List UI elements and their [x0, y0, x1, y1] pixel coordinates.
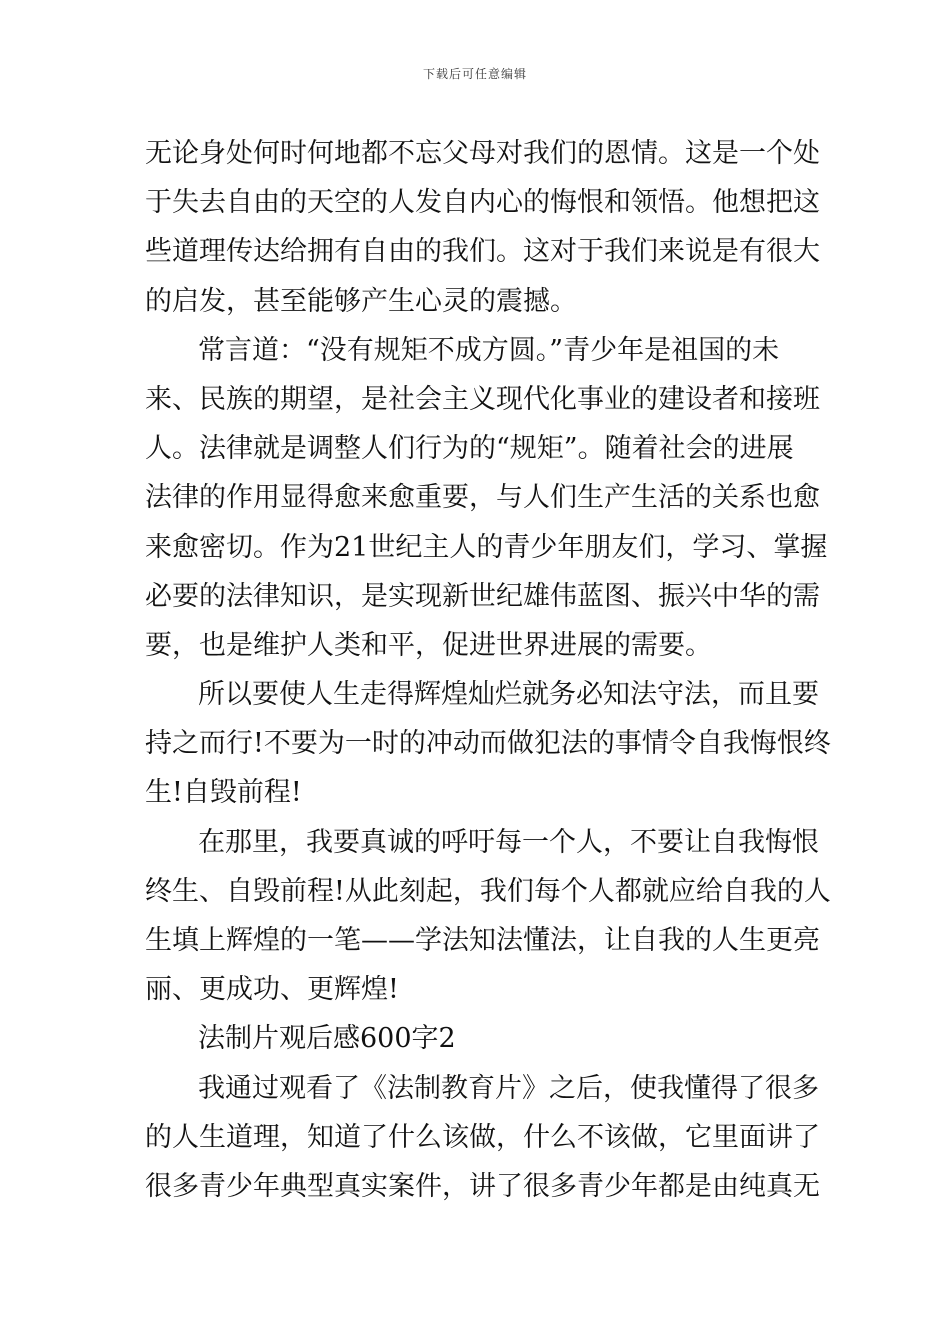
- text-line-6: 来、民族的期望，是社会主义现代化事业的建设者和接班: [145, 383, 820, 415]
- text-line-11: 要，也是维护人类和平，促进世界进展的需要。: [145, 629, 712, 661]
- text-line-15: 在那里，我要真诚的呼吁每一个人，不要让自我悔恨: [198, 826, 819, 858]
- text-line-18: 丽、更成功、更辉煌!: [145, 974, 399, 1006]
- text-line-21: 的人生道理，知道了什么该做，什么不该做，它里面讲了: [145, 1121, 820, 1153]
- page-header: 下载后可任意编辑: [422, 67, 527, 81]
- text-line-8: 法律的作用显得愈来愈重要，与人们生产生活的关系也愈: [145, 482, 820, 514]
- text-line-17: 生填上辉煌的一笔——学法知法懂法，让自我的人生更亮: [145, 925, 820, 956]
- text-line-4: 的启发，甚至能够产生心灵的震撼。: [145, 285, 577, 317]
- text-line-7: 人。法律就是调整人们行为的“规矩”。随着社会的进展: [145, 433, 794, 465]
- text-line-13: 持之而行!不要为一时的冲动而做犯法的事情令自我悔恨终: [145, 728, 831, 760]
- text-line-12: 所以要使人生走得辉煌灿烂就务必知法守法，而且要: [198, 679, 819, 711]
- text-line-5: 常言道：“没有规矩不成方圆。”青少年是祖国的未: [198, 334, 780, 366]
- section-heading: 法制片观后感600字2: [198, 1023, 456, 1055]
- text-line-10: 必要的法律知识，是实现新世纪雄伟蓝图、振兴中华的需: [145, 580, 820, 612]
- text-line-22: 很多青少年典型真实案件，讲了很多青少年都是由纯真无: [145, 1170, 820, 1202]
- text-line-3: 些道理传达给拥有自由的我们。这对于我们来说是有很大: [145, 236, 820, 268]
- text-line-1: 无论身处何时何地都不忘父母对我们的恩情。这是一个处: [145, 138, 820, 169]
- text-line-14: 生!自毁前程!: [145, 777, 302, 809]
- text-line-9: 来愈密切。作为21世纪主人的青少年朋友们，学习、掌握: [145, 531, 828, 563]
- text-line-20: 我通过观看了《法制教育片》之后，使我懂得了很多: [198, 1072, 819, 1104]
- text-line-2: 于失去自由的天空的人发自内心的悔恨和领悟。他想把这: [145, 187, 820, 219]
- body-text: [145, 129, 831, 1211]
- text-line-16: 终生、自毁前程!从此刻起，我们每个人都就应给自我的人: [145, 875, 831, 907]
